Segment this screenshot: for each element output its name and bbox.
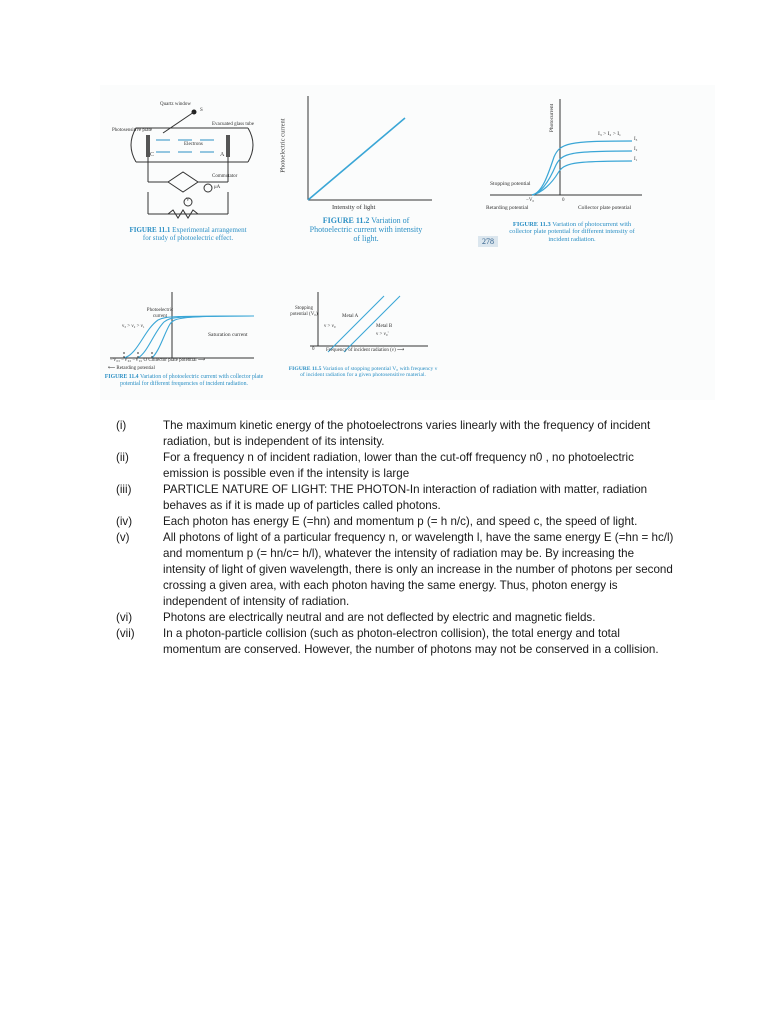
fig2-xlabel: Intensity of light (332, 204, 376, 211)
linear-current-line (308, 118, 405, 200)
fig4-saturation: Saturation current (208, 332, 248, 338)
label-photosensitive-plate: Photosensitive plate (112, 128, 153, 133)
fig3-collector: Collector plate potential (578, 205, 632, 211)
fig3-zero: 0 (562, 198, 565, 203)
figure-11-1 (108, 100, 268, 255)
figure-11-5-caption: FIGURE 11.5 Variation of stopping potential V₀ with frequency ν of incident radiation for a given photosensitive material. (288, 366, 438, 379)
fig5-metal-a: Metal A (342, 314, 359, 319)
list-item-text: In a photon-particle collision (such as photon-electron collision), the total energy and total momentum are conserved. However, the number of photons may not be conserved in a collision. (163, 627, 659, 656)
list-item-number: (vii) (116, 627, 135, 640)
list-item (116, 514, 676, 530)
fig3-i1: I₁ (634, 157, 638, 162)
fig5-xlabel: Frequency of incident radiation (ν) ⟶ (326, 348, 405, 353)
fig3-retarding: Retarding potential (486, 205, 529, 211)
list-item (116, 482, 676, 514)
list-item-text: Photons are electrically neutral and are not deflected by electric and magnetic fields. (163, 611, 596, 624)
list-item-text: For a frequency n of incident radiation, lower than the cut-off frequency n0 , no photoelectric emission is possible even if the intensity is large (163, 451, 634, 480)
label-commutator: Commutator (212, 174, 238, 179)
label-source: S (200, 108, 203, 113)
figure-11-4 (104, 290, 264, 400)
fig3-v0: −V₀ (526, 198, 535, 203)
list-item (116, 530, 676, 610)
list-item (116, 610, 676, 626)
label-evacuated-tube: Evacuated glass tube (212, 122, 254, 127)
curve-i2 (532, 151, 632, 195)
fig5-ylabel: Stopping potential (V₀) (290, 306, 318, 317)
list-item-number: (ii) (116, 451, 129, 464)
fig4-ylabel: Photoelectric current (146, 308, 174, 319)
list-item (116, 418, 676, 450)
fig5-cond-a: ν > ν₀ (324, 324, 336, 329)
fig2-ylabel: Photoelectric current (279, 118, 287, 173)
fig5-cond-b: ν > ν₀' (376, 332, 389, 337)
list-item-number: (v) (116, 531, 130, 544)
label-quartz-window: Quartz window (160, 102, 191, 107)
fig4-axis: −V₀₃ −V₀₂ −V₀₁ O Collector plate potential ⟶ (110, 358, 206, 363)
list-item-number: (i) (116, 419, 127, 432)
figure-11-2 (279, 92, 442, 252)
list-item-number: (iv) (116, 515, 133, 528)
photocurrent-vs-potential-plot (482, 95, 652, 210)
fig3-i2: I₂ (634, 147, 638, 152)
fig3-i3: I₃ (634, 137, 638, 142)
figure-11-3 (482, 95, 652, 255)
label-voltmeter: V (186, 198, 190, 203)
fig3-stopping: Stopping potential (490, 181, 531, 187)
photon-properties-list (116, 418, 676, 658)
figure-11-5 (288, 290, 438, 400)
list-item-text: PARTICLE NATURE OF LIGHT: THE PHOTON-In interaction of radiation with matter, radiation behaves as if it is made up of particles called photons. (163, 483, 648, 512)
page-number-badge: 278 (478, 236, 498, 247)
curve-i1 (532, 161, 632, 195)
list-item (116, 626, 676, 658)
label-anode: A (220, 152, 225, 158)
list-item-number: (iii) (116, 483, 132, 496)
list-item-text: The maximum kinetic energy of the photoelectrons varies linearly with the frequency of incident radiation, but is independent of its intensity. (163, 419, 651, 448)
list-item-text: All photons of light of a particular frequency n, or wavelength l, have the same energy E (=hn = hc/l) and momentum p (= hn/c= h/l), whatever the intensity of radiation may be. By increasing the intensity of light of given wavelength, there is only an increase in the number of photons per second crossing a given area, with each photon having the same energy. Thus, photon energy is independent of intensity of radiation. (163, 531, 674, 608)
list-item-number: (vi) (116, 611, 133, 624)
figure-11-2-caption: FIGURE 11.2 Variation of Photoelectric current with intensity of light. (309, 216, 423, 244)
list-item-text: Each photon has energy E (=hn) and momentum p (= h n/c), and speed c, the speed of light. (163, 515, 638, 528)
fig5-zero: 0 (312, 347, 315, 352)
figure-11-1-caption: FIGURE 11.1 Experimental arrangement for study of photoelectric effect. (129, 226, 247, 243)
figure-11-4-caption: FIGURE 11.4 Variation of photoelectric current with collector plate potential for different frequencies of incident radiation. (104, 374, 264, 387)
label-electrons: Electrons (184, 142, 203, 147)
fig3-ylabel: Photocurrent (549, 103, 556, 133)
label-microammeter: μA (214, 185, 221, 190)
figure-11-3-caption: FIGURE 11.3 Variation of photocurrent with collector plate potential for different intensity of incident radiation. (509, 221, 635, 243)
current-vs-intensity-plot (292, 92, 442, 212)
photoelectric-apparatus-diagram (108, 100, 268, 225)
fig4-order: ν₃ > ν₂ > ν₁ (122, 324, 145, 329)
list-item (116, 450, 676, 482)
fig5-metal-b: Metal B (376, 324, 393, 329)
fig4-retarding: ⟵ Retarding potential (108, 366, 155, 371)
label-cathode: C (150, 152, 155, 158)
fig3-order: I₃ > I₂ > I₁ (598, 131, 621, 137)
